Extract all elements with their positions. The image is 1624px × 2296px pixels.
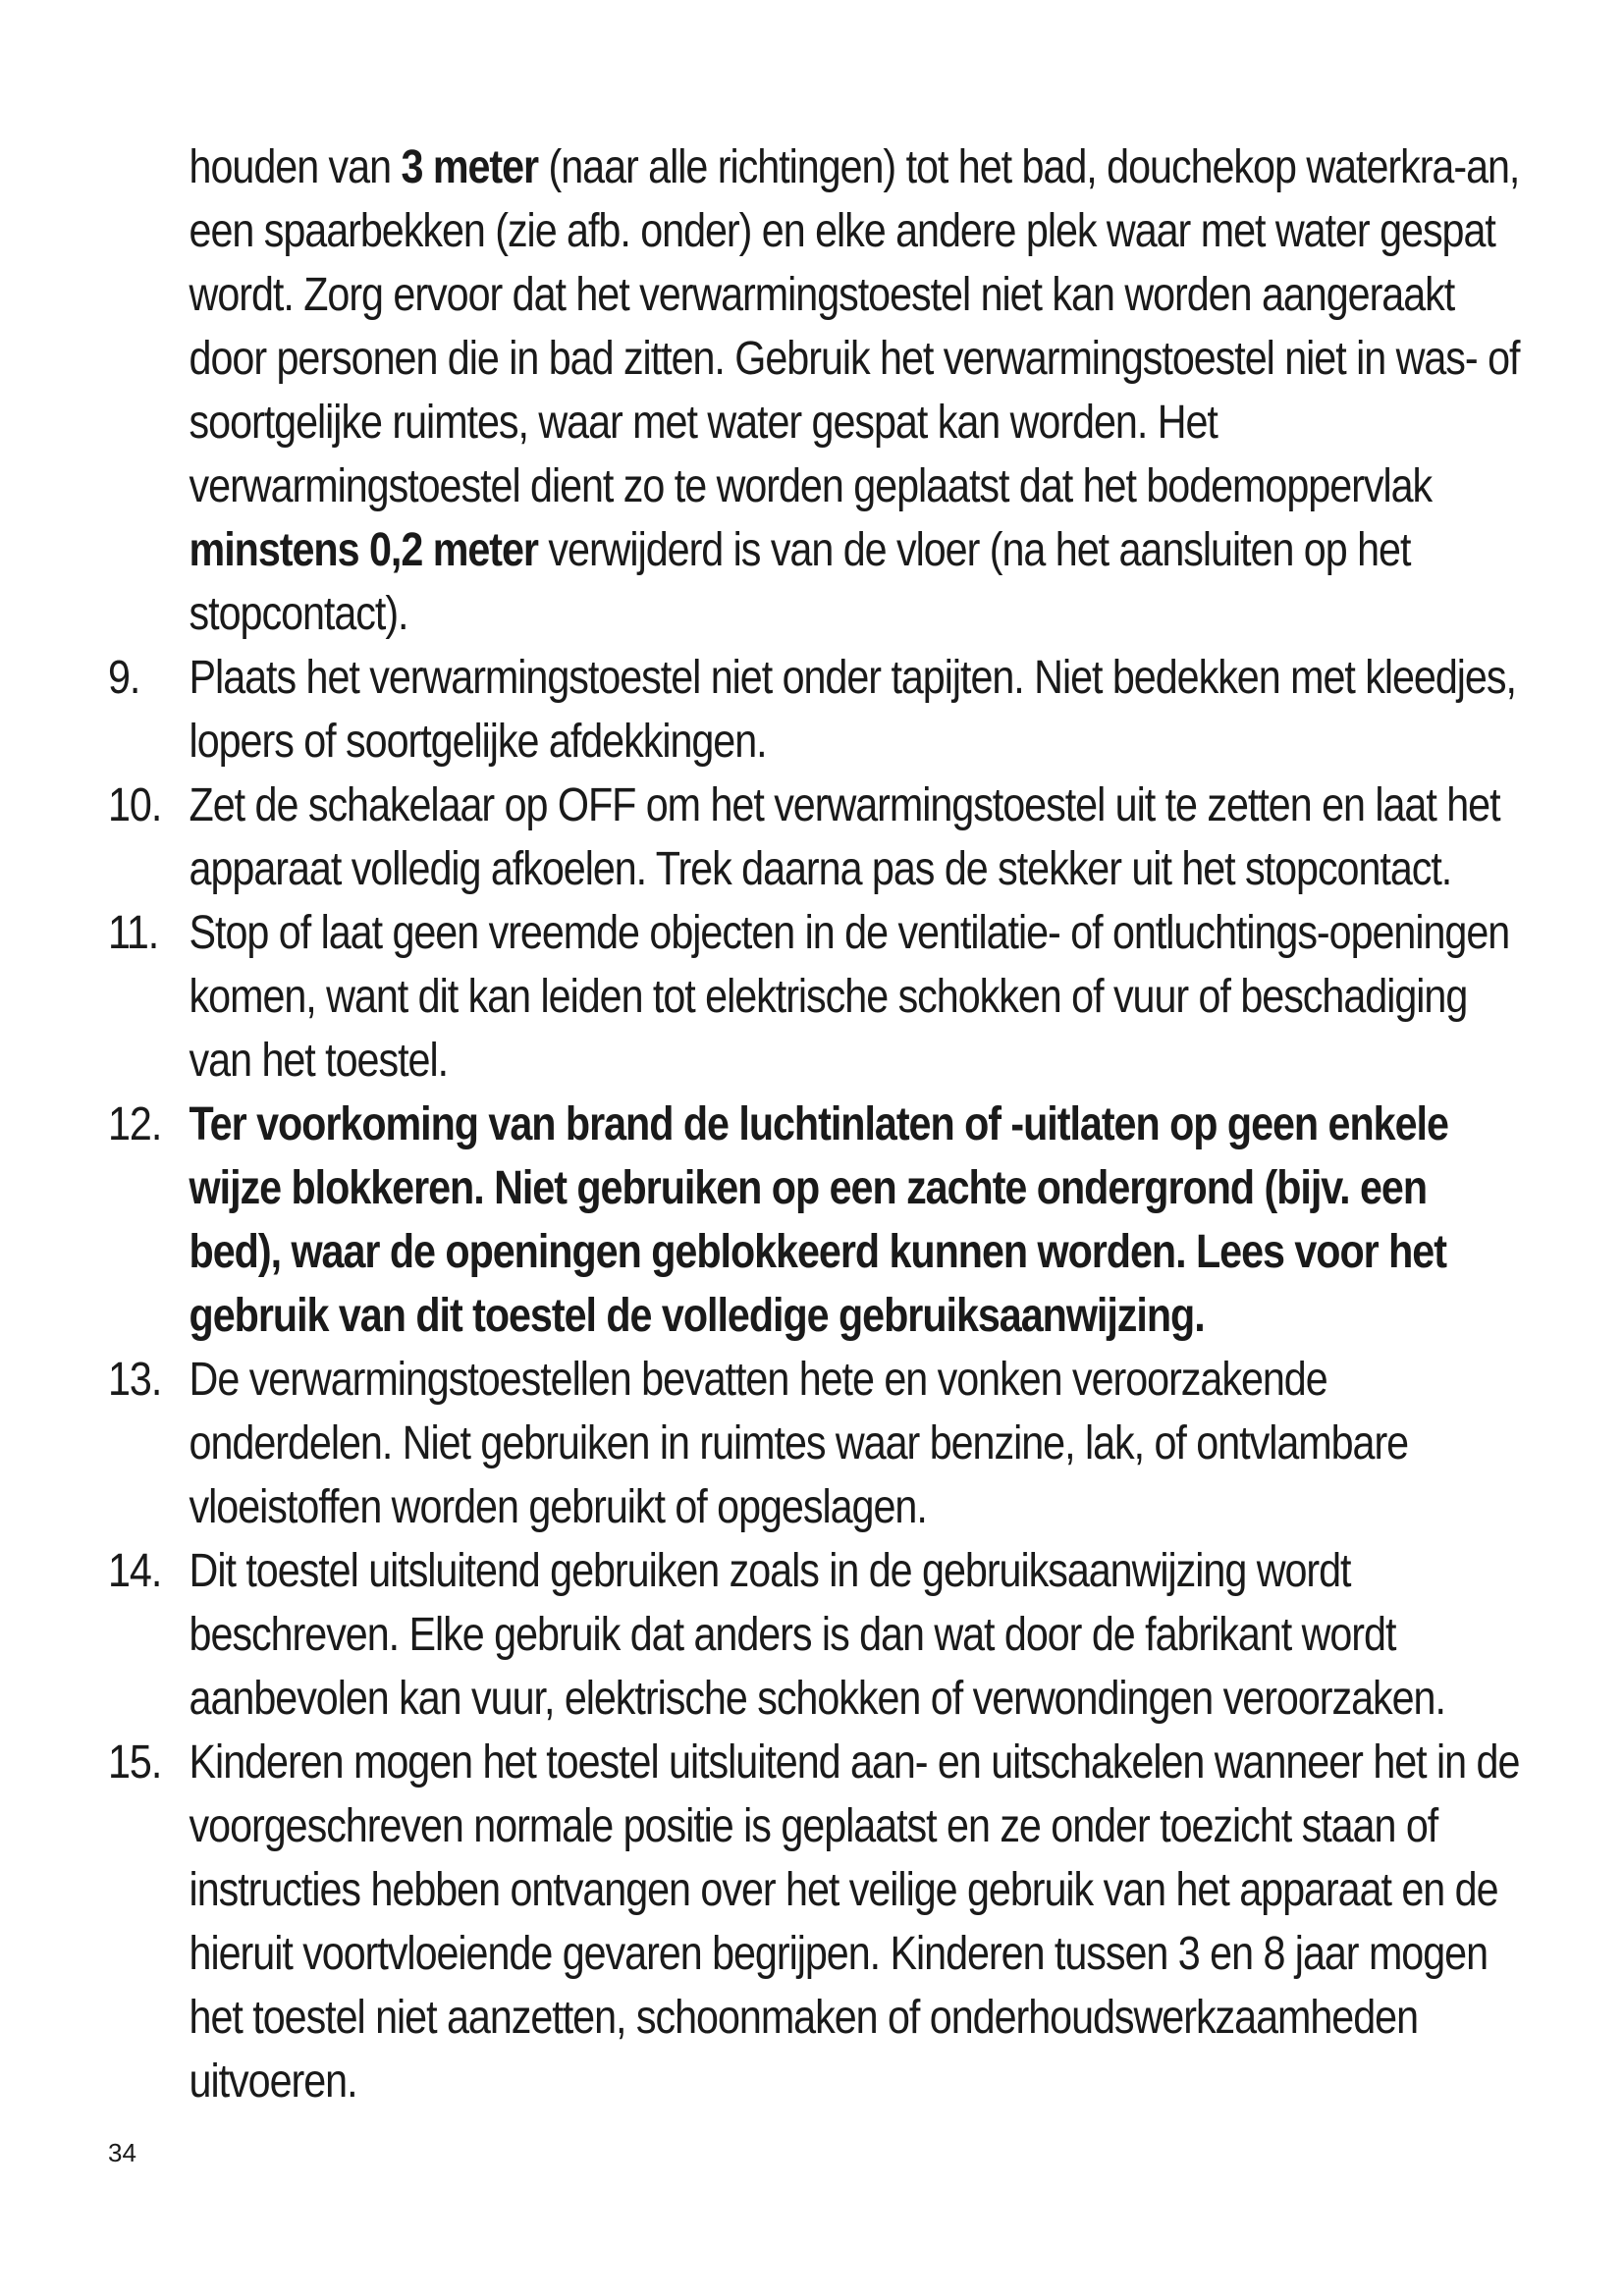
item-number: 14.	[108, 1545, 162, 1597]
list-item-11	[108, 901, 1523, 1093]
item-text: Plaats het verwarmingstoestel niet onder tapijten. Niet bedekken met kleedjes, lopers of soortgelijke afdekkingen.	[189, 652, 1516, 768]
item-text: Zet de schakelaar op OFF om het verwarmingstoestel uit te zetten en laat het apparaat volledig afkoelen. Trek daarna pas de stekker uit het stopcontact.	[189, 779, 1500, 895]
item-text: De verwarmingstoestellen bevatten hete en vonken veroorzakende onderdelen. Niet gebruiken in ruimtes waar benzine, lak, of ontvlambare vloeistoffen worden gebruikt of opgeslagen.	[189, 1354, 1409, 1533]
item-number: 9.	[108, 652, 140, 704]
list-item-9	[108, 646, 1523, 774]
list-item-13	[108, 1348, 1523, 1539]
instructions-text	[108, 135, 1520, 2113]
list-item-15	[108, 1731, 1523, 2113]
item-text: Dit toestel uitsluitend gebruiken zoals in de gebruiksaanwijzing wordt beschreven. Elke gebruik dat anders is dan wat door de fabrikant wordt aanbevolen kan vuur, elektrische schokken of verwondingen veroorzaken.	[189, 1545, 1445, 1725]
item-number: 10.	[108, 779, 162, 831]
item-text: Stop of laat geen vreemde objecten in de ventilatie- of ontluchtings-openingen komen, want dit kan leiden tot elektrische schokken of vuur of beschadiging van het toestel.	[189, 907, 1510, 1087]
list-item-12	[108, 1093, 1523, 1348]
page-number: 34	[108, 2138, 136, 2167]
item-text: Ter voorkoming van brand de luchtinlaten of -uitlaten op geen enkele wijze blokkeren. Niet gebruiken op een zachte ondergrond (bijv. een bed), waar de openingen geblokkeerd kunnen worden. Lees voor het gebruik van dit toestel de volledige gebruiksaanwijzing.	[189, 1098, 1448, 1342]
item-number: 12.	[108, 1098, 162, 1150]
item-8-continuation: houden van 3 meter (naar alle richtingen) tot het bad, douchekop waterkra-an, een spaarbekken (zie afb. onder) en elke andere plek waar met water gespat wordt. Zorg ervoor dat het verwarmingstoestel niet kan worden aangeraakt door personen die in bad zitten. Gebruik het verwarmingstoestel niet in was- of soortgelijke ruimtes, waar met water gespat kan worden. Het verwarmingstoestel dient zo te worden geplaatst dat het bodemoppervlak minstens 0,2 meter verwijderd is van de vloer (na het aansluiten op het stopcontact).	[189, 141, 1520, 640]
list-item-10	[108, 774, 1523, 901]
item-number: 13.	[108, 1354, 162, 1406]
item-number: 11.	[108, 907, 159, 959]
item-number: 15.	[108, 1736, 162, 1789]
list-item-14	[108, 1539, 1523, 1731]
item-text: Kinderen mogen het toestel uitsluitend aan- en uitschakelen wanneer het in de voorgeschreven normale positie is geplaatst en ze onder toezicht staan of instructies hebben ontvangen over het veilige gebruik van het apparaat en de hieruit voortvloeiende gevaren begrijpen. Kinderen tussen 3 en 8 jaar mogen het toestel niet aanzetten, schoonmaken of onderhoudswerkzaamheden uitvoeren.	[189, 1736, 1520, 2108]
